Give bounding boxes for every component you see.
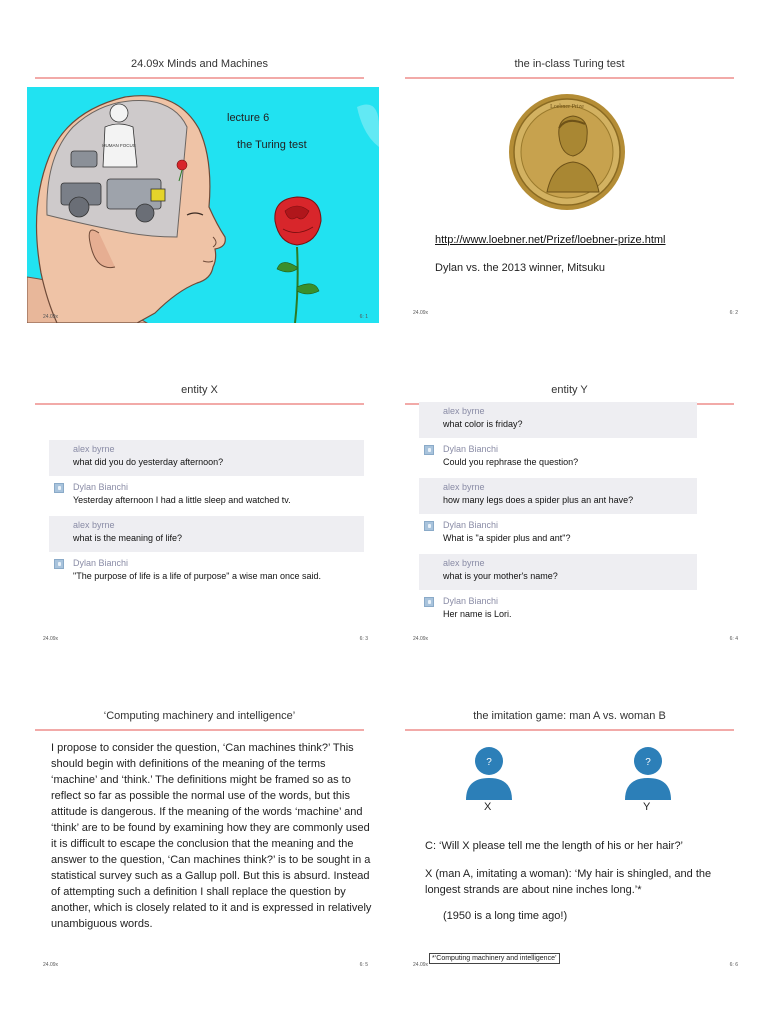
slide-title: 24.09x Minds and Machines [131,58,268,70]
avatar-icon [424,445,434,455]
slide-1 [27,52,372,318]
label-y: Y [643,801,651,813]
message-text: how many legs does a spider plus an ant have? [443,495,634,505]
page-number: 6: 3 [359,636,368,642]
answer-line: X (man A, imitating a woman): ‘My hair is shingled, and the longest strands are about nine inches long.’* [425,868,712,896]
chat-message [419,592,697,628]
chat-message [49,516,364,552]
chat-transcript [49,440,364,592]
slide-title: the in-class Turing test [514,58,625,70]
slide-2 [397,52,742,318]
title-illustration [27,87,379,323]
sender-name: Dylan Bianchi [73,558,129,568]
page-number: 6: 2 [729,310,738,316]
turing-quote: I propose to consider the question, ‘Can machines think?’ This should begin with definitions of the meaning of the terms ‘machine’ and ‘think.’ The definitions might be framed so as to reflect so far as possible the normal use of the words, but this attitude is dangerous. If the meaning of the words ‘machine’ and ‘think’ are to be found by examining how they are commonly used it is difficult to escape the conclusion that the meaning and the answer to the question, ‘Can machines think?’ is to be sought in a statistical survey such as a Gallup poll. But this is absurd. Instead of attempting such a definition I shall replace the question by another, which is closely related to it and is expressed in relatively unambiguous words. [51,742,372,930]
question-line: C: ‘Will X please tell me the length of his or her hair?’ [425,840,684,852]
message-text: "The purpose of life is a life of purpose" a wise man once said. [73,571,322,581]
title-rule [35,729,364,731]
chat-message [419,516,697,552]
slide-title: entity Y [551,384,588,396]
sender-name: Dylan Bianchi [443,520,499,530]
message-text: Her name is Lori. [443,609,512,619]
course-code: 24.09x [43,636,59,642]
person-x-icon [463,744,515,800]
message-text: what did you do yesterday afternoon? [73,457,224,467]
avatar-icon [54,559,64,569]
sender-name: alex byrne [443,482,485,492]
lecture-topic: the Turing test [237,139,307,151]
page-number: 6: 5 [359,962,368,968]
message-text: what color is friday? [443,419,523,429]
message-text: Yesterday afternoon I had a little sleep and watched tv. [73,495,291,505]
sender-name: Dylan Bianchi [443,444,499,454]
lecture-number: lecture 6 [227,112,270,124]
course-code: 24.09x [413,310,429,316]
medal-inscription: Loebner Prize [550,104,584,110]
chat-message [419,478,697,514]
page-number: 6: 4 [729,636,738,642]
sender-name: Dylan Bianchi [73,482,129,492]
label-x: X [484,801,492,813]
slide-title: ‘Computing machinery and intelligence’ [103,710,296,722]
course-code: 24.09x [43,962,59,968]
page-number: 6: 1 [359,314,368,320]
person-y-icon [622,744,674,800]
message-text: what is the meaning of life? [73,533,183,543]
title-rule [405,729,734,731]
title-rule [35,77,364,79]
page-number: 6: 6 [729,962,738,968]
loebner-prize-link[interactable]: http://www.loebner.net/Prizef/loebner-prize.html [435,234,666,246]
title-rule [35,403,364,405]
sender-name: alex byrne [443,406,485,416]
message-text: Could you rephrase the question? [443,457,579,467]
chat-message [419,554,697,590]
sender-name: alex byrne [73,444,115,454]
message-text: what is your mother's name? [443,571,558,581]
message-text: What is "a spider plus and ant"? [443,533,571,543]
course-code: 24.09x [413,962,429,968]
caption: Dylan vs. the 2013 winner, Mitsuku [435,262,605,274]
citation-box: *‘Computing machinery and intelligence’ [429,953,560,964]
chat-message [419,440,697,476]
chat-message [49,440,364,476]
operator-shirt-text: HUMAN FOCUS [102,143,136,148]
question-mark-glyph: ? [486,757,492,768]
avatar-icon [424,521,434,531]
slide-title: the imitation game: man A vs. woman B [473,710,666,722]
chat-message [49,554,364,590]
question-mark-glyph: ? [645,757,651,768]
avatar-icon [424,597,434,607]
sender-name: alex byrne [73,520,115,530]
chat-message [49,478,364,514]
sender-name: alex byrne [443,558,485,568]
course-code: 24.09x [413,636,429,642]
avatar-icon [54,483,64,493]
slide-4 [397,378,742,644]
slide-3 [27,378,372,644]
aside-line: (1950 is a long time ago!) [443,910,568,922]
head-with-machine-illustration [27,87,379,323]
chat-message [419,402,697,438]
course-code: 24.09x [43,314,59,320]
slide-6 [397,704,742,970]
sender-name: Dylan Bianchi [443,596,499,606]
slide-title: entity X [181,384,218,396]
title-rule [405,77,734,79]
slide-5 [27,704,372,970]
chat-transcript [419,402,697,630]
loebner-medal-icon [507,92,627,212]
